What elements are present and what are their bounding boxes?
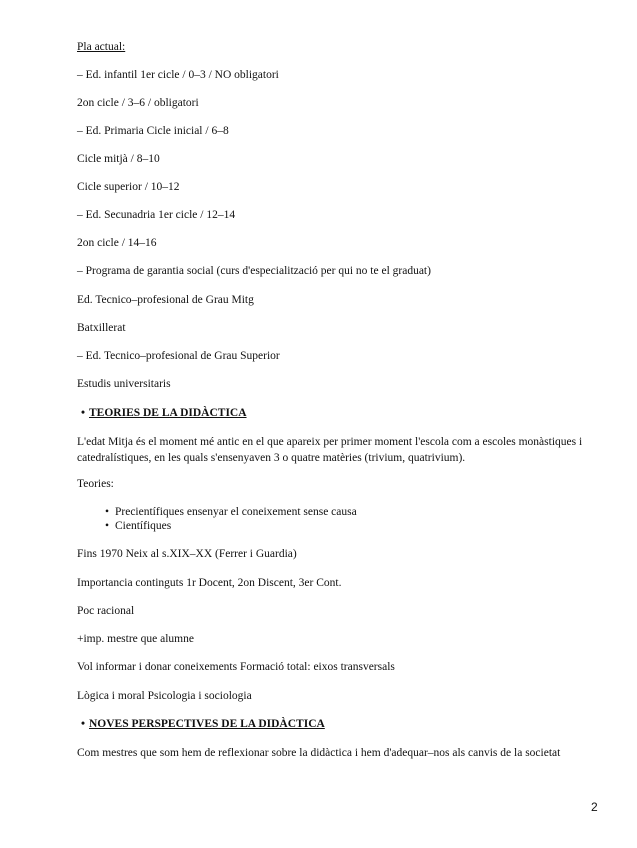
bullet-icon: • — [80, 407, 86, 419]
plan-line: Cicle mitjà / 8–10 — [77, 153, 160, 165]
section-heading-teories — [77, 406, 247, 420]
plan-line: Estudis universitaris — [77, 378, 171, 390]
plan-line: 2on cicle / 3–6 / obligatori — [77, 97, 199, 109]
plan-line: – Ed. Secunadria 1er cicle / 12–14 — [77, 209, 236, 221]
plan-line: Batxillerat — [77, 322, 126, 334]
text-line: Fins 1970 Neix al s.XIX–XX (Ferrer i Guardia) — [77, 548, 297, 560]
text-line: Lògica i moral Psicologia i sociologia — [77, 690, 252, 702]
text-line: Poc racional — [77, 605, 135, 617]
plan-title: Pla actual: — [77, 41, 126, 53]
teories-list — [105, 505, 357, 533]
plan-line: – Programa de garantia social (curs d'especialització per qui no te el graduat) — [77, 265, 431, 277]
section-heading-text: NOVES PERSPECTIVES DE LA DIDÀCTICA — [89, 718, 325, 730]
text-line: Importancia continguts 1r Docent, 2on Discent, 3er Cont. — [77, 577, 342, 589]
paragraph-noves: Com mestres que som hem de reflexionar sobre la didàctica i hem d'adequar–nos als canvis de la societat — [77, 747, 561, 759]
list-item: • Científiques — [105, 519, 357, 533]
plan-line: 2on cicle / 14–16 — [77, 237, 157, 249]
section-heading-noves — [77, 717, 325, 731]
section-heading-text: TEORIES DE LA DIDÀCTICA — [89, 407, 247, 419]
paragraph-edat-mitja: L'edat Mitja és el moment mé antic en el que apareix per primer moment l'escola com a escoles monàstiques i catedralístiques, en les quals s'ensenyaven 3 o quatre matèries (trivium, quatrivium). — [77, 436, 583, 464]
list-item: • Precientífiques ensenyar el coneixement sense causa — [105, 505, 357, 519]
plan-line: – Ed. Primaria Cicle inicial / 6–8 — [77, 125, 229, 137]
bullet-icon: • — [80, 718, 86, 730]
plan-line: Cicle superior / 10–12 — [77, 181, 180, 193]
page-number: 2 — [591, 800, 598, 814]
teories-label: Teories: — [77, 478, 114, 490]
text-line: Vol informar i donar coneixements Formació total: eixos transversals — [77, 661, 395, 673]
text-line: +imp. mestre que alumne — [77, 633, 194, 645]
plan-line: – Ed. Tecnico–profesional de Grau Superior — [77, 350, 280, 362]
plan-line: – Ed. infantil 1er cicle / 0–3 / NO obligatori — [77, 69, 279, 81]
plan-line: Ed. Tecnico–profesional de Grau Mitg — [77, 294, 254, 306]
